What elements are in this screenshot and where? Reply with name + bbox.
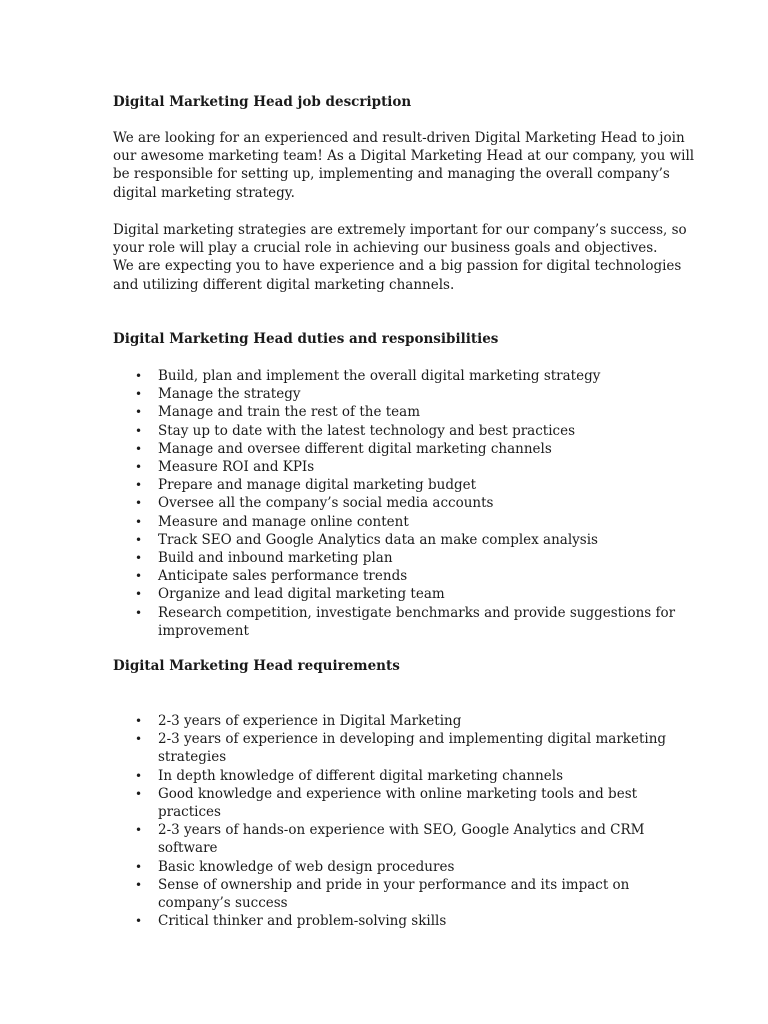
- bullet-icon: •: [135, 877, 143, 892]
- list-item-text: 2-3 years of experience in Digital Marketing: [158, 713, 462, 729]
- bullet-icon: •: [135, 460, 143, 475]
- bullet-icon: •: [135, 441, 143, 456]
- bullet-icon: •: [135, 914, 143, 929]
- duty-item: [113, 494, 675, 512]
- list-item-text: Organize and lead digital marketing team: [158, 586, 445, 603]
- requirement-item: [113, 821, 666, 857]
- list-item-text: Manage the strategy: [158, 386, 301, 403]
- duty-item: [113, 549, 675, 567]
- list-item-text: Basic knowledge of web design procedures: [158, 858, 455, 875]
- duty-item: [113, 367, 675, 385]
- document-title: Digital Marketing Head job description: [113, 94, 412, 110]
- requirement-item: [113, 858, 666, 876]
- list-item-text: Sense of ownership and pride in your performance and its impact on: [158, 876, 630, 893]
- intro-paragraph-2: [113, 221, 687, 294]
- duty-item: [113, 385, 675, 403]
- list-item-text: Build, plan and implement the overall digital marketing strategy: [158, 368, 601, 384]
- duties-list: [113, 367, 675, 640]
- bullet-icon: •: [135, 532, 143, 547]
- duty-item: [113, 513, 675, 531]
- list-item-text: Research competition, investigate benchmarks and provide suggestions for: [158, 604, 676, 621]
- list-item-text: Stay up to date with the latest technology and best practices: [158, 422, 575, 439]
- bullet-icon: •: [135, 859, 143, 874]
- bullet-icon: •: [135, 732, 143, 747]
- list-item-text: Anticipate sales performance trends: [158, 568, 408, 585]
- bullet-icon: •: [135, 514, 143, 529]
- bullet-icon: •: [135, 405, 143, 420]
- list-item-text: Manage and train the rest of the team: [158, 404, 421, 421]
- bullet-icon: •: [135, 569, 143, 584]
- list-item-text: software: [158, 840, 218, 857]
- requirement-item: [113, 912, 666, 930]
- requirements-heading: Digital Marketing Head requirements: [113, 658, 400, 674]
- paragraph-line: We are expecting you to have experience and a big passion for digital technologies: [113, 258, 682, 275]
- paragraph-line: Digital marketing strategies are extremely important for our company’s success, so: [113, 222, 687, 238]
- paragraph-line: digital marketing strategy.: [113, 184, 295, 201]
- list-item-text: Oversee all the company’s social media accounts: [158, 495, 494, 512]
- bullet-icon: •: [135, 823, 143, 838]
- list-item-text: Prepare and manage digital marketing budget: [158, 477, 477, 494]
- bullet-icon: •: [135, 496, 143, 511]
- bullet-icon: •: [135, 768, 143, 783]
- list-item-text: improvement: [158, 622, 249, 639]
- requirement-item: [113, 767, 666, 785]
- list-item-text: 2-3 years of hands-on experience with SEO, Google Analytics and CRM: [158, 822, 645, 839]
- list-item-text: Measure and manage online content: [158, 513, 409, 530]
- requirements-list: [113, 712, 666, 930]
- list-item-text: practices: [158, 804, 221, 821]
- duty-item: [113, 585, 675, 603]
- duty-item: [113, 604, 675, 640]
- list-item-text: Measure ROI and KPIs: [158, 459, 315, 476]
- list-item-text: company’s success: [158, 895, 288, 912]
- duties-heading: Digital Marketing Head duties and responsibilities: [113, 331, 499, 347]
- requirement-item: [113, 730, 666, 766]
- duty-item: [113, 458, 675, 476]
- duty-item: [113, 531, 675, 549]
- requirement-item: [113, 712, 666, 730]
- bullet-icon: •: [135, 387, 143, 402]
- bullet-icon: •: [135, 369, 143, 383]
- bullet-icon: •: [135, 551, 143, 566]
- list-item-text: Build and inbound marketing plan: [158, 550, 393, 567]
- paragraph-line: our awesome marketing team! As a Digital Marketing Head at our company, you will: [113, 148, 695, 165]
- paragraph-line: and utilizing different digital marketing channels.: [113, 276, 455, 293]
- paragraph-line: be responsible for setting up, implementing and managing the overall company’s: [113, 166, 670, 183]
- requirement-item: [113, 876, 666, 912]
- duty-item: [113, 422, 675, 440]
- bullet-icon: •: [135, 605, 143, 620]
- paragraph-line: your role will play a crucial role in achieving our business goals and objectives.: [113, 240, 658, 257]
- list-item-text: Critical thinker and problem-solving skills: [158, 913, 447, 930]
- list-item-text: Good knowledge and experience with online marketing tools and best: [158, 785, 638, 802]
- bullet-icon: •: [135, 786, 143, 801]
- duty-item: [113, 403, 675, 421]
- requirement-item: [113, 785, 666, 821]
- list-item-text: 2-3 years of experience in developing and implementing digital marketing: [158, 731, 667, 748]
- list-item-text: strategies: [158, 749, 227, 766]
- list-item-text: Manage and oversee different digital marketing channels: [158, 440, 552, 457]
- intro-paragraph-1: [113, 129, 694, 202]
- bullet-icon: •: [135, 423, 143, 438]
- paragraph-line: We are looking for an experienced and result-driven Digital Marketing Head to join: [113, 130, 685, 146]
- bullet-icon: •: [135, 587, 143, 602]
- duty-item: [113, 440, 675, 458]
- bullet-icon: •: [135, 714, 143, 728]
- list-item-text: In depth knowledge of different digital marketing channels: [158, 767, 564, 784]
- duty-item: [113, 567, 675, 585]
- list-item-text: Track SEO and Google Analytics data an make complex analysis: [158, 531, 598, 548]
- duty-item: [113, 476, 675, 494]
- bullet-icon: •: [135, 478, 143, 493]
